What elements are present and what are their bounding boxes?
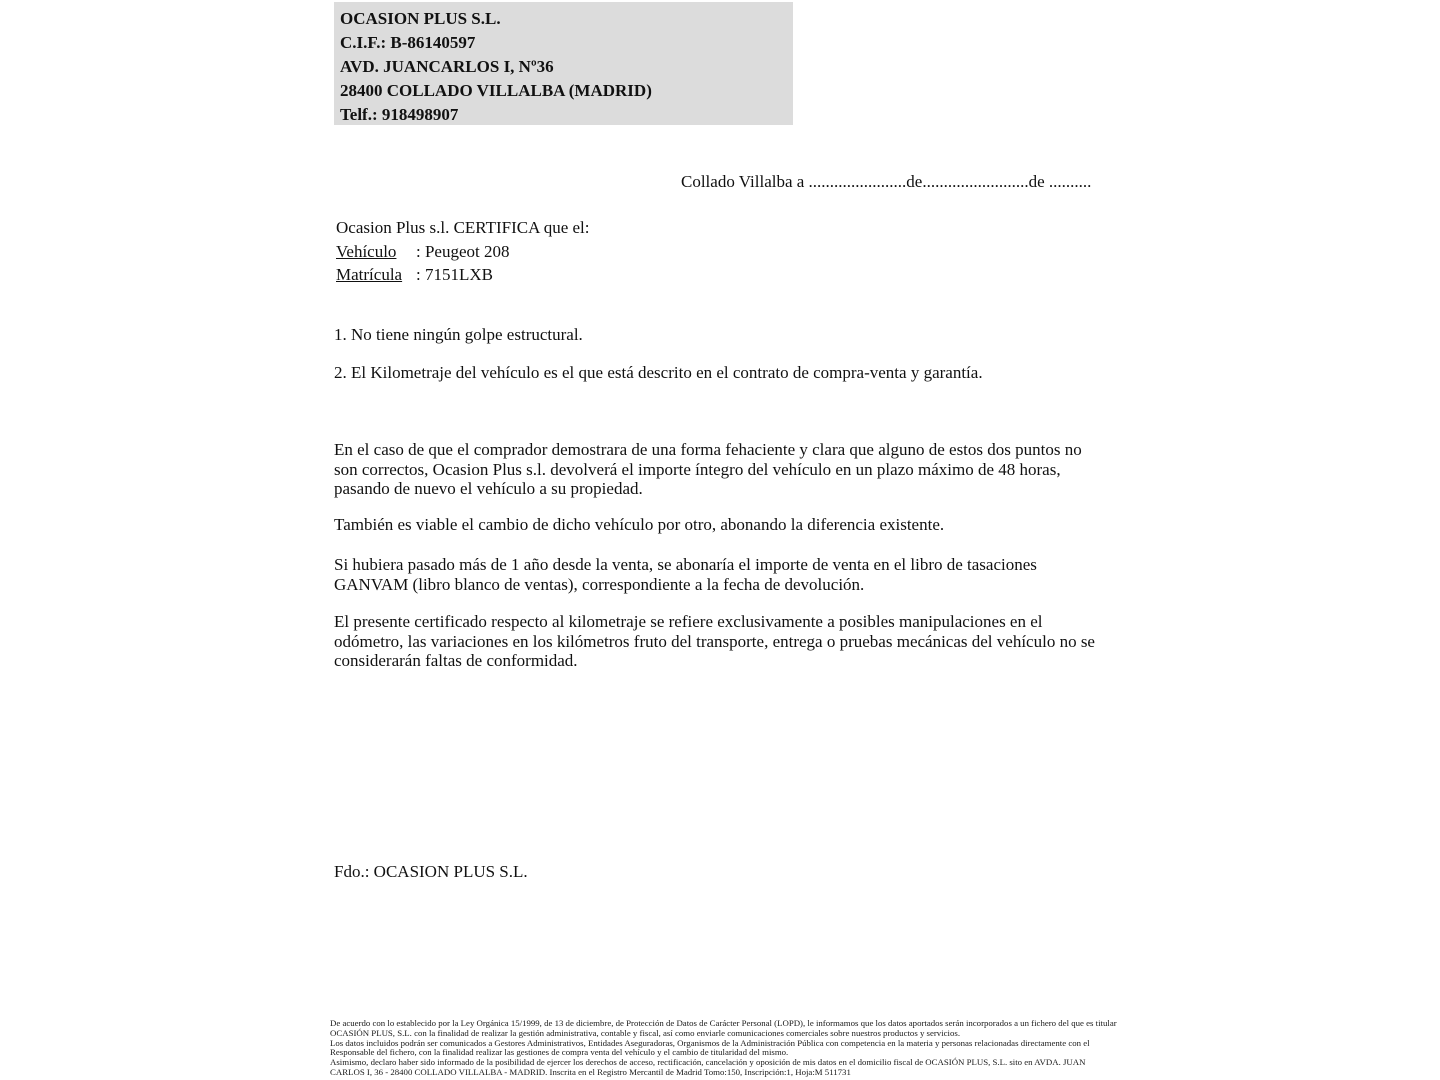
paragraph-exchange: También es viable el cambio de dicho vehículo por otro, abonando la diferencia existente. <box>334 515 945 534</box>
company-address: AVD. JUANCARLOS I, Nº36 <box>340 57 554 76</box>
signature-line: Fdo.: OCASION PLUS S.L. <box>334 862 528 881</box>
company-phone: Telf.: 918498907 <box>340 105 459 124</box>
company-cif: C.I.F.: B-86140597 <box>340 33 476 52</box>
plate-label: Matrícula <box>336 265 403 284</box>
legal-line-5: Asimismo, declaro haber sido informado de la posibilidad de ejercer los derechos de acceso, rectificación, cancelación y oposición de mis datos en el domicilio fiscal de OCASIÓN PLUS, S.L. sito en AVDA. JUAN <box>330 1057 1086 1068</box>
legal-line-2: OCASIÓN PLUS, S.L. con la finalidad de realizar la gestión administrativa, contable y fiscal, así como enviarle comunicaciones comerciales sobre nuestros productos y servicios. <box>330 1027 961 1038</box>
paragraph-odometer: El presente certificado respecto al kilometraje se refiere exclusivamente a posibles manipulaciones en el odómetro, las variaciones en los kilómetros fruto del transporte, entrega o pruebas mecánicas del vehículo no se considerarán faltas de conformidad. <box>334 612 1095 670</box>
vehicle-value: : Peugeot 208 <box>416 241 510 261</box>
legal-line-3: Los datos incluidos podrán ser comunicados a Gestores Administrativos, Entidades Aseguradoras, Organismos de la Administración Pública con competencia en la materia y personas relacionadas directamente con el <box>330 1037 1090 1048</box>
legal-line-4: Responsable del fichero, con la finalidad realizar las gestiones de compra venta del vehículo y el cambio de titularidad del mismo. <box>330 1047 789 1058</box>
vehicle-row <box>336 240 590 264</box>
paragraph-ganvam: Si hubiera pasado más de 1 año desde la venta, se abonaría el importe de venta en el libro de tasaciones GANVAM (libro blanco de ventas), correspondiente a la fecha de devolución. <box>334 555 1037 594</box>
date-line: Collado Villalba a .......................de.........................de .......... <box>681 172 1092 191</box>
paragraph-refund: En el caso de que el comprador demostrara de una forma fehaciente y clara que alguno de estos dos puntos no son correctos, Ocasion Plus s.l. devolverá el importe íntegro del vehículo en un plazo máximo de 48 horas, pasando de nuevo el vehículo a su propiedad. <box>334 440 1082 498</box>
legal-line-6: CARLOS I, 36 - 28400 COLLADO VILLALBA - MADRID. Inscrita en el Registro Mercantil de Madrid Tomo:150, Inscripción:1, Hoja:M 511731 <box>330 1066 851 1077</box>
company-city: 28400 COLLADO VILLALBA (MADRID) <box>340 81 652 100</box>
company-name: OCASION PLUS S.L. <box>340 9 501 28</box>
certify-block <box>336 216 590 287</box>
legal-footer <box>330 1019 1120 1078</box>
condition-point-1: 1. No tiene ningún golpe estructural. <box>334 325 583 344</box>
company-header-box <box>334 2 793 125</box>
certify-intro: Ocasion Plus s.l. CERTIFICA que el: <box>336 218 590 237</box>
legal-line-1: De acuerdo con lo establecido por la Ley Orgánica 15/1999, de 13 de diciembre, de Protección de Datos de Carácter Personal (LOPD), le informamos que los datos aportados serán incorporados a un fichero del que es titular <box>330 1018 1117 1028</box>
vehicle-label: Vehículo <box>336 241 397 261</box>
condition-point-2: 2. El Kilometraje del vehículo es el que está descrito en el contrato de compra-venta y garantía. <box>334 363 983 382</box>
plate-value: : 7151LXB <box>416 265 493 284</box>
plate-row <box>336 263 590 287</box>
